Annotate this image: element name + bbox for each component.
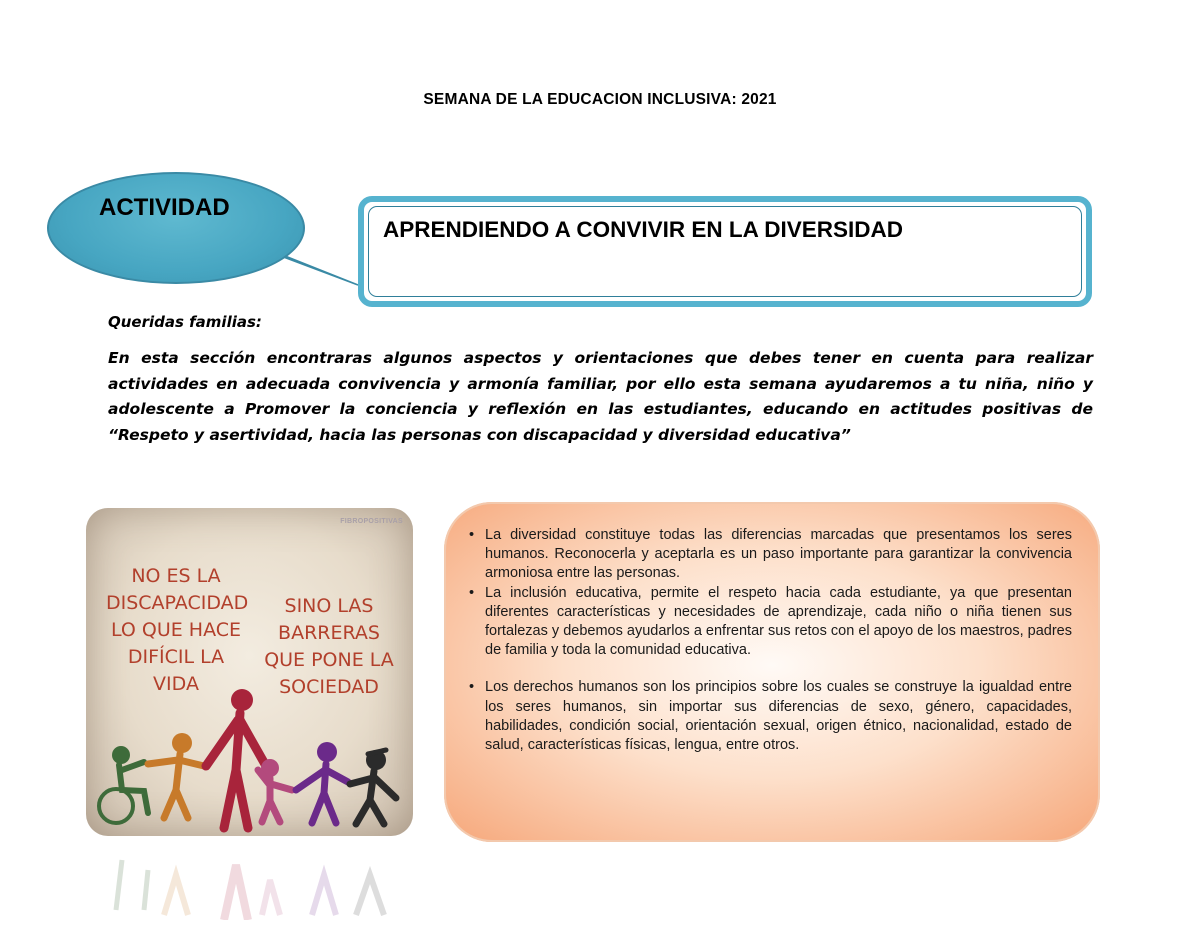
poster-right-line: SINO LAS — [284, 595, 374, 617]
activity-speech-bubble — [47, 172, 305, 284]
activity-label: ACTIVIDAD — [99, 194, 230, 221]
poster-left-line: LO QUE HACE — [110, 619, 242, 641]
wheelchair-person-figure — [99, 746, 148, 823]
people-holding-hands-illustration — [86, 508, 413, 836]
poster-left-line: DIFÍCIL LA — [127, 646, 225, 668]
dark-person-figure — [350, 750, 396, 824]
activity-title: APRENDIENDO A CONVIVIR EN LA DIVERSIDAD — [383, 217, 904, 242]
information-bullet-list — [468, 526, 1072, 755]
poster-reflection — [86, 840, 413, 920]
poster-left-line: NO ES LA — [131, 565, 221, 587]
adult-figure — [206, 689, 266, 828]
inclusion-poster — [86, 508, 413, 836]
poster-right-line: SOCIEDAD — [279, 676, 379, 698]
poster-left-line: DISCAPACIDAD — [106, 592, 249, 614]
purple-person-figure — [296, 742, 348, 823]
bullet-inclusion: • La inclusión educativa, permite el respeto hacia cada estudiante, ya que presentan diferentes características y necesidades de aprendizaje, cada niño o niña tienen sus fortalezas y debemos ayudarlos a enfrentar sus retos con el apoyo de los maestros, padres de familia y toda la comunidad educativa. — [468, 584, 1072, 661]
orange-person-figure — [148, 733, 204, 818]
intro-paragraph: En esta sección encontraras algunos aspectos y orientaciones que debes tener en cuenta para realizar actividades en adecuada convivencia y armonía familiar, por ello esta semana ayudaremos a tu niña, niño y adolescente a Promover la conciencia y reflexión en las estudiantes, educando en actitudes positivas de “Respeto y asertividad, hacia las personas con discapacidad y diversidad educativa” — [108, 349, 1093, 444]
bullet-human-rights: • Los derechos humanos son los principios sobre los cuales se construye la igualdad entre los seres humanos, sin importar sus diferencias de sexo, género, capacidades, habilidades, condición social, orientación sexual, origen étnico, nacionalidad, estado de salud, características físicas, lengua, entre otros. — [468, 678, 1072, 755]
bullet-diversity: • La diversidad constituye todas las diferencias marcadas que presentamos los seres humanos. Reconocerla y aceptarla es un paso importante para garantizar la convivencia armoniosa entre las personas. — [468, 526, 1072, 584]
poster-watermark: FIBROPOSITIVAS — [340, 518, 403, 525]
poster-right-line: BARRERAS — [278, 622, 380, 644]
page-title: SEMANA DE LA EDUCACION INCLUSIVA: 2021 — [423, 91, 777, 108]
activity-title-box — [358, 196, 1092, 307]
greeting: Queridas familias: — [108, 313, 262, 331]
child-figure — [258, 759, 292, 822]
poster-right-line: QUE PONE LA — [264, 649, 394, 671]
poster-left-line: VIDA — [153, 673, 199, 695]
